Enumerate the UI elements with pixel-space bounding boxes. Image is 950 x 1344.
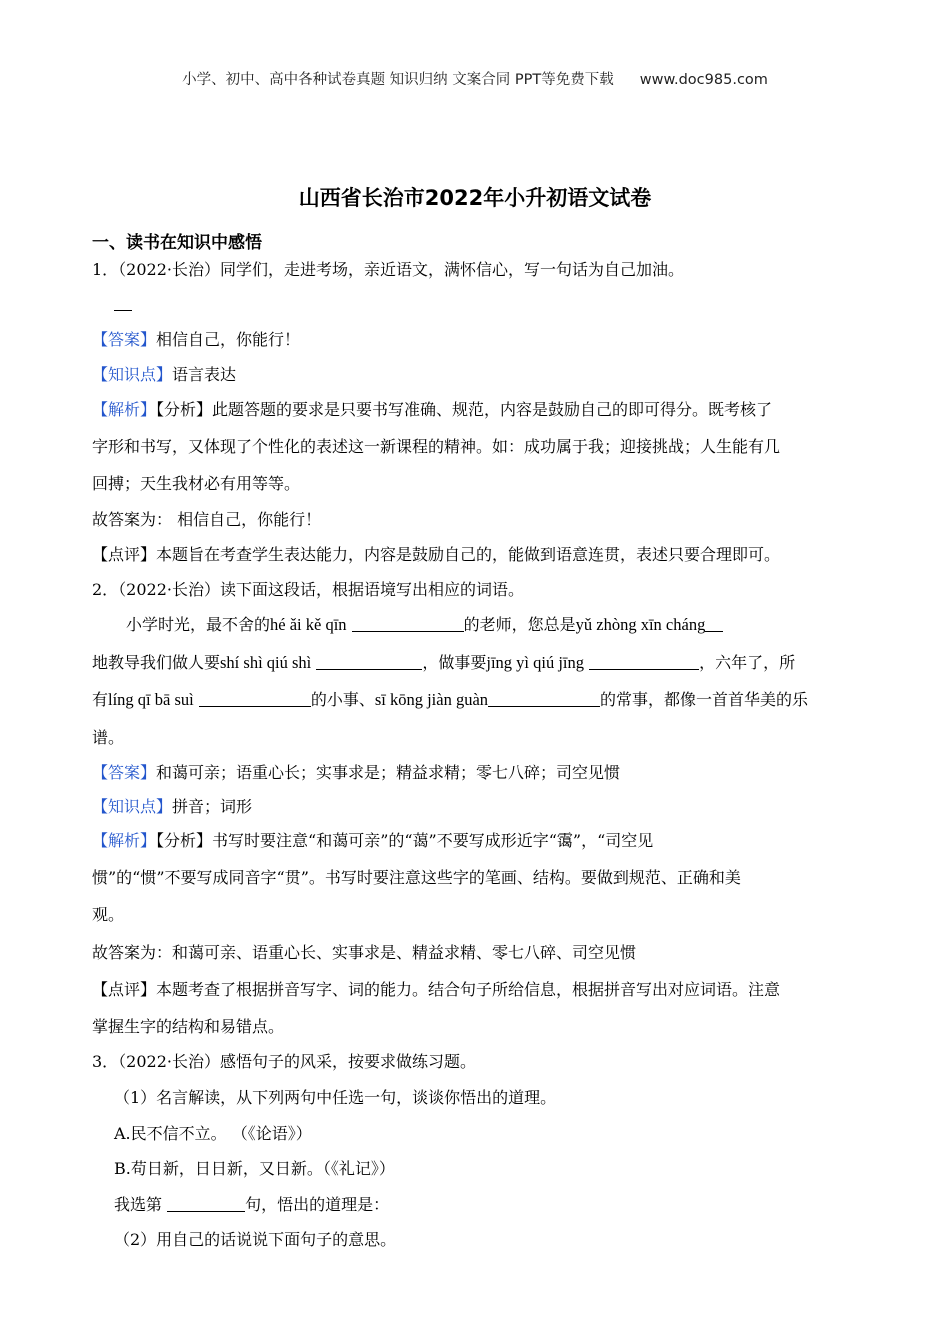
analysis-tag: 【解析】	[92, 400, 157, 419]
q2-passage-line3	[92, 688, 862, 712]
q2-knowledge	[92, 795, 862, 819]
knowledge-tag: 【知识点】	[92, 365, 173, 384]
section-heading: 一、读书在知识中感悟	[92, 233, 262, 253]
passage-text: 地教导我们做人要	[92, 653, 221, 672]
analysis-text: 【分析】书写时要注意“和蔼可亲”的“蔼”不要写成形近字“霭”，“司空见	[156, 831, 654, 850]
choose-text: 我选第	[114, 1195, 163, 1214]
blank-1[interactable]	[352, 615, 464, 632]
passage-text: 小学时光，最不舍的	[126, 615, 271, 634]
knowledge-text: 语言表达	[172, 365, 237, 384]
blank-6[interactable]	[488, 690, 600, 707]
q3-option-b: B.苟日新，日日新，又日新。（《礼记》）	[114, 1159, 395, 1178]
q1-stem: 1．（2022·长治）同学们，走进考场，亲近语文，满怀信心，写一句话为自己加油。	[92, 260, 684, 279]
q2-analysis-line3: 观。	[92, 905, 125, 924]
blank-2[interactable]	[705, 615, 723, 632]
q1-analysis-line3: 回搏；天生我材必有用等等。	[92, 474, 301, 493]
q3-choose-line	[114, 1193, 884, 1217]
q1-answer-blank[interactable]	[114, 298, 884, 322]
blank-3[interactable]	[316, 653, 422, 670]
choice-blank[interactable]	[167, 1195, 245, 1212]
q2-answer	[92, 761, 862, 785]
q1-conclusion: 故答案为： 相信自己，你能行！	[92, 510, 322, 529]
passage-text: ，做事要	[422, 653, 487, 672]
blank-5[interactable]	[199, 690, 311, 707]
passage-text: 的常事，都像一首首华美的乐	[600, 690, 809, 709]
pinyin-5: líng qī bā suì	[108, 690, 194, 709]
analysis-text: 【分析】此题答题的要求是只要书写准确、规范，内容是鼓励自己的即可得分。既考核了	[156, 400, 773, 419]
pinyin-1: hé ǎi kě qīn	[270, 615, 347, 634]
q1-comment: 【点评】本题旨在考查学生表达能力，内容是鼓励自己的，能做到语意连贯，表述只要合理即可。	[92, 545, 781, 564]
q2-passage-line2	[92, 651, 862, 675]
header-site[interactable]: www.doc985.com	[639, 72, 768, 88]
q1-knowledge	[92, 363, 862, 387]
q2-analysis-line1	[92, 829, 862, 853]
q2-comment-line1: 【点评】本题考查了根据拼音写字、词的能力。结合句子所给信息，根据拼音写出对应词语。注意	[92, 980, 781, 999]
q1-analysis-line1	[92, 398, 862, 422]
q2-stem: 2．（2022·长治）读下面这段话，根据语境写出相应的词语。	[92, 580, 524, 599]
q3-sub2: （2）用自己的话说说下面句子的意思。	[114, 1230, 397, 1249]
q2-analysis-line2: 惯”的“惯”不要写成同音字“贯”。书写时要注意这些字的笔画、结构。要做到规范、正确和美	[92, 868, 741, 887]
page-title: 山西省长治市2022年小升初语文试卷	[298, 186, 652, 210]
pinyin-6: sī kōng jiàn guàn	[374, 690, 489, 709]
knowledge-tag: 【知识点】	[92, 797, 173, 816]
q2-conclusion: 故答案为：和蔼可亲、语重心长、实事求是、精益求精、零七八碎、司空见惯	[92, 943, 637, 962]
q3-option-a: A.民不信不立。 （《论语》）	[114, 1124, 312, 1143]
passage-text: 的老师，您总是	[463, 615, 576, 634]
answer-text: 相信自己，你能行！	[156, 330, 301, 349]
page-header	[0, 68, 950, 89]
q2-passage-line4: 谱。	[92, 728, 125, 747]
passage-text: ，六年了，所	[699, 653, 796, 672]
q3-sub1: （1）名言解读，从下列两句中任选一句，谈谈你悟出的道理。	[114, 1088, 557, 1107]
choose-text: 句，悟出的道理是：	[245, 1195, 390, 1214]
q1-analysis-line2: 字形和书写，又体现了个性化的表述这一新课程的精神。如：成功属于我；迎接挑战；人生能有几	[92, 437, 781, 456]
passage-text: 的小事、	[310, 690, 375, 709]
pinyin-3: shí shì qiú shì	[220, 653, 312, 672]
passage-text: 有	[92, 690, 109, 709]
q1-answer	[92, 328, 862, 352]
header-text: 小学、初中、高中各种试卷真题 知识归纳 文案合同 PPT等免费下载	[182, 72, 614, 88]
analysis-tag: 【解析】	[92, 831, 157, 850]
q2-passage-line1	[126, 613, 896, 637]
answer-tag: 【答案】	[92, 330, 157, 349]
answer-text: 和蔼可亲；语重心长；实事求是；精益求精；零七八碎；司空见惯	[156, 763, 621, 782]
answer-dash	[114, 298, 132, 311]
q2-comment-line2: 掌握生字的结构和易错点。	[92, 1017, 285, 1036]
answer-tag: 【答案】	[92, 763, 157, 782]
knowledge-text: 拼音；词形	[172, 797, 253, 816]
pinyin-4: jīng yì qiú jīng	[486, 653, 584, 672]
pinyin-2: yǔ zhòng xīn cháng	[575, 615, 706, 634]
q3-stem: 3．（2022·长治）感悟句子的风采，按要求做练习题。	[92, 1052, 476, 1071]
blank-4[interactable]	[589, 653, 699, 670]
